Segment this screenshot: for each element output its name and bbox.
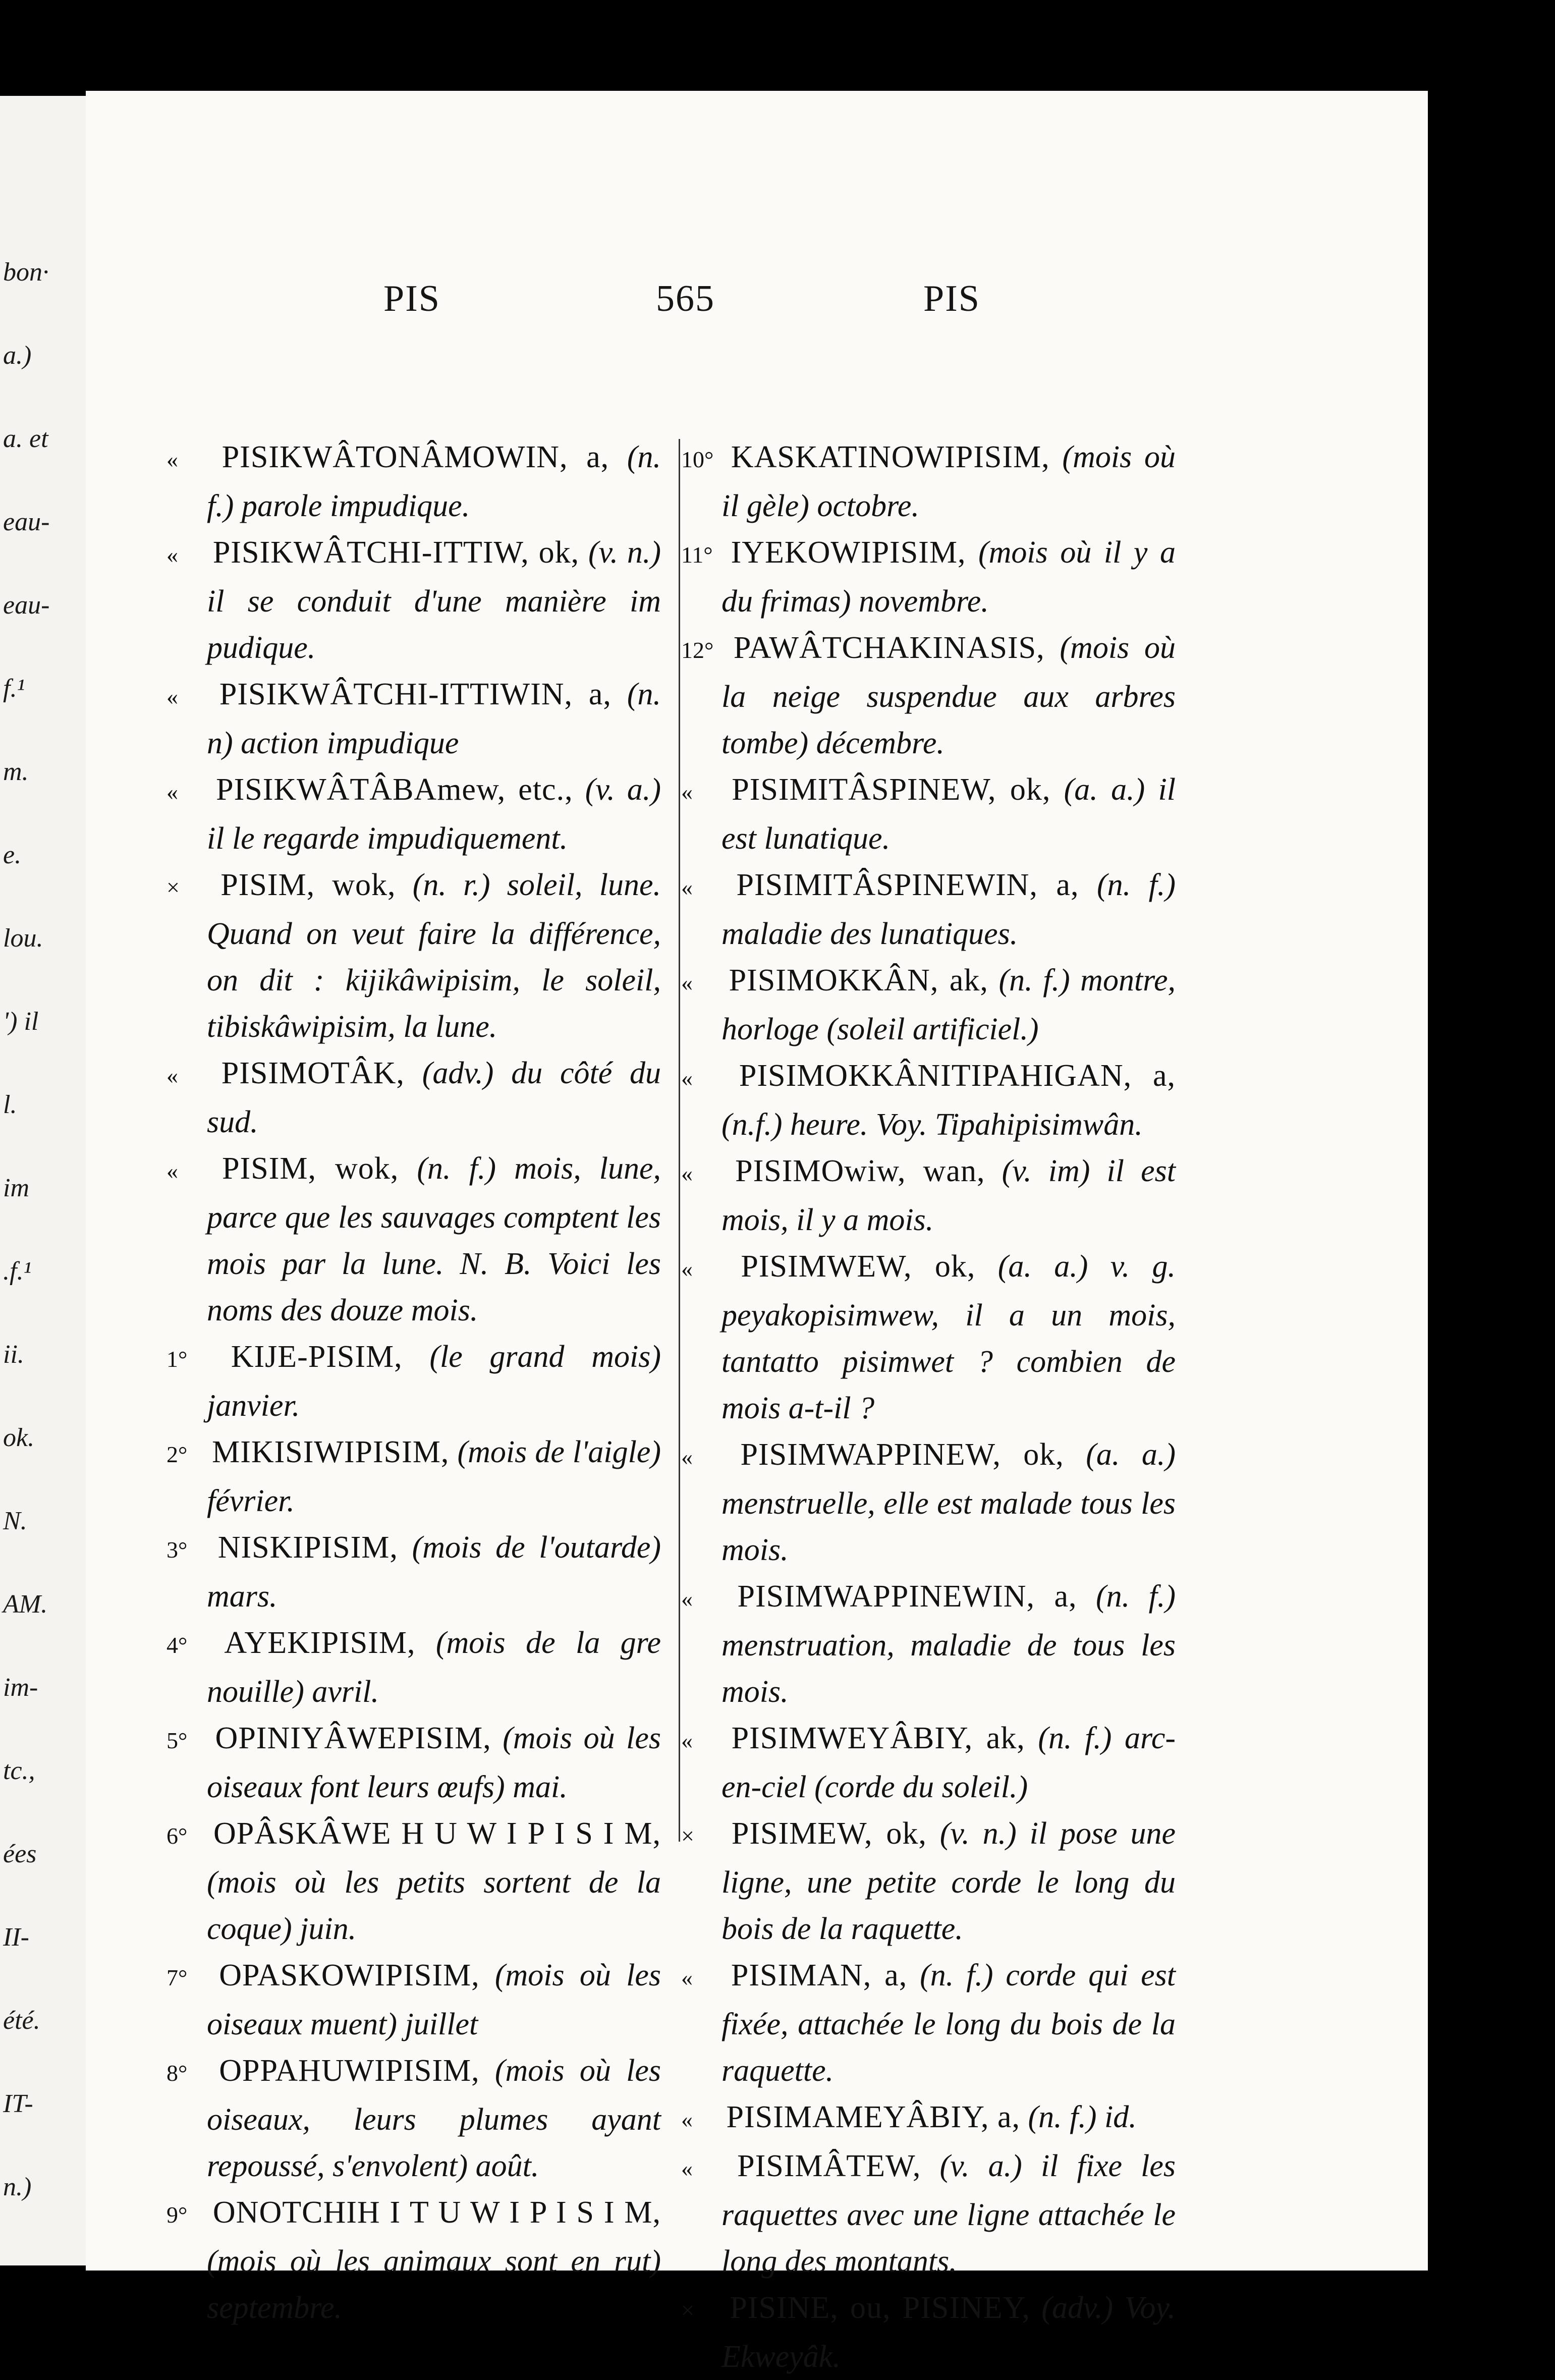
entry-headword: OPÂSKÂWE H U W I P I S I M, (213, 1816, 661, 1851)
margin-fragment: N. (3, 1507, 27, 1535)
entry-definition: montre, horloge (soleil artificiel.) (721, 963, 1176, 1046)
margin-fragment: ées (3, 1840, 37, 1868)
entry-marker: 10° (681, 447, 714, 472)
entry-definition: (mois où les oiseaux, leurs plumes ayant repoussé, s'envolent) août. (207, 2054, 661, 2183)
margin-fragment: lou. (3, 924, 43, 953)
entry-grammar: (n. f.) (920, 1958, 993, 1992)
dictionary-entry (166, 1334, 661, 1429)
entry-headword: PISIMWEYÂBIY, ak, (731, 1721, 1025, 1755)
dictionary-entry (681, 1573, 1176, 1715)
entry-definition: menstruation, maladie de tous les mois. (721, 1628, 1176, 1709)
entry-grammar: (v. im) (1002, 1154, 1090, 1188)
entry-grammar: (n. f.) (417, 1151, 496, 1186)
entry-headword: PISIMITÂSPINEWIN, a, (736, 868, 1079, 902)
dictionary-entry (681, 1810, 1176, 1952)
entry-definition: soleil, lune. Quand on veut faire la différence, on dit : kijikâwipisim, le soleil, tibiskâwipisim, la lune. (207, 868, 661, 1044)
entry-definition: corde qui est fixée, attachée le long du bois de la raquette. (721, 1958, 1176, 2088)
entry-definition: arc-en-ciel (corde du soleil.) (721, 1721, 1176, 1804)
entry-definition: heure. Voy. Tipahipisimwân. (790, 1108, 1143, 1142)
margin-fragment: m. (3, 757, 29, 786)
entry-marker: « (681, 2107, 693, 2132)
entry-definition: il pose une ligne, une petite corde le long du bois de la raquette. (721, 1816, 1176, 1946)
entry-definition: il est mois, il y a mois. (721, 1154, 1176, 1237)
entry-headword: KIJE-PISIM, (231, 1340, 403, 1374)
entry-definition: (mois où les oiseaux font leurs œufs) mai. (207, 1721, 661, 1804)
entry-marker: « (166, 447, 178, 472)
entry-headword: OPINIYÂWEPISIM, (215, 1721, 491, 1755)
entry-grammar: (n. f.) (1095, 1579, 1176, 1614)
entry-marker: « (681, 1728, 693, 1753)
dictionary-entry (166, 1810, 661, 1952)
entry-definition: maladie des lunatiques. (721, 917, 1018, 951)
entry-marker: 6° (166, 1823, 188, 1849)
entry-headword: PISIMITÂSPINEW, ok, (732, 772, 1051, 807)
entry-marker: « (166, 542, 178, 568)
margin-fragment: im (3, 1174, 29, 1202)
dictionary-entry (166, 529, 661, 671)
entry-definition: il le regarde impudiquement. (207, 821, 568, 856)
entry-marker: « (681, 779, 693, 805)
entry-headword: IYEKOWIPISIM, (731, 535, 966, 570)
entry-definition: du côté du sud. (207, 1056, 661, 1139)
margin-fragment: im- (3, 1673, 38, 1702)
entry-marker: 3° (166, 1537, 188, 1563)
entry-grammar: (adv.) (422, 1056, 494, 1090)
entry-definition: parole impudique. (241, 489, 470, 523)
entry-grammar: (adv.) (1041, 2291, 1114, 2325)
entry-grammar: (a. a.) (1064, 772, 1145, 807)
entry-headword: NISKIPISIM, (217, 1530, 398, 1565)
left-column (166, 434, 661, 2331)
entry-marker: « (681, 970, 693, 995)
entry-marker: × (681, 1823, 694, 1849)
dictionary-entry (166, 862, 661, 1050)
entry-marker: « (681, 1586, 693, 1612)
entry-marker: « (166, 1063, 178, 1088)
entry-definition: v. g. peyakopisimwew, il a un mois, tantatto pisimwet ? combien de mois a-t-il ? (721, 1249, 1176, 1425)
dictionary-entry (166, 1524, 661, 1620)
entry-marker: 1° (166, 1346, 188, 1372)
entry-marker: 12° (681, 637, 714, 663)
dictionary-entry (166, 766, 661, 862)
margin-fragment: a. et (3, 424, 48, 453)
running-head-left: PIS (383, 278, 440, 319)
dictionary-entry (166, 434, 661, 529)
entry-definition: (mois où les petits sortent de la coque) juin. (207, 1865, 661, 1946)
entry-definition: menstruelle, elle est malade tous les mois. (721, 1486, 1176, 1567)
margin-fragment: eau- (3, 591, 50, 620)
entry-headword: KASKATINOWIPISIM, (731, 440, 1050, 474)
entry-definition: il se conduit d'une manière im pudique. (207, 584, 661, 665)
entry-grammar: (v. n.) (588, 535, 661, 570)
dictionary-entry (681, 862, 1176, 957)
dictionary-entry (681, 766, 1176, 862)
dictionary-entry (681, 1431, 1176, 1573)
margin-fragment: été. (3, 2006, 40, 2035)
dictionary-entry (681, 434, 1176, 529)
entry-headword: PISIKWÂTCHI-ITTIWIN, a, (219, 677, 612, 711)
entry-definition: (mois de la gre nouille) avril. (207, 1626, 661, 1709)
entry-definition: (mois où il y a du frimas) novembre. (721, 535, 1176, 619)
margin-fragment: bon· (3, 258, 49, 287)
entry-headword: PISIM, wok, (222, 1151, 399, 1186)
entry-headword: PISIMOKKÂN, ak, (729, 963, 988, 998)
dictionary-entry (166, 1429, 661, 1524)
margin-fragment: n.) (3, 2173, 32, 2201)
entry-marker: « (166, 779, 178, 805)
entry-grammar: (a. a.) (997, 1249, 1088, 1284)
dictionary-entry (681, 1715, 1176, 1810)
entry-headword: PISIMOTÂK, (221, 1056, 405, 1090)
dictionary-entry (166, 1145, 661, 1334)
entry-definition: il fixe les raquettes avec une ligne attachée le long des montants. (721, 2149, 1176, 2279)
entry-marker: « (681, 1444, 693, 1470)
entry-headword: PISIMWEW, ok, (741, 1249, 976, 1284)
entry-marker: 7° (166, 1965, 188, 1990)
dictionary-entry (166, 1620, 661, 1715)
margin-fragment: IT- (3, 2089, 33, 2118)
entry-marker: « (681, 874, 693, 900)
running-head-right: PIS (923, 278, 980, 319)
dictionary-entry (166, 2047, 661, 2189)
entry-grammar: (n. f.) (207, 440, 661, 523)
entry-grammar: (a. a.) (1086, 1437, 1176, 1472)
entry-grammar: (n. r.) (412, 868, 490, 902)
entry-headword: PISIKWÂTONÂMOWIN, a, (221, 440, 609, 474)
entry-marker: « (681, 1160, 693, 1186)
page-number: 565 (656, 278, 715, 319)
dictionary-entry (166, 1952, 661, 2047)
entry-marker: × (681, 2297, 694, 2323)
entry-headword: MIKISIWIPISIM, (212, 1435, 450, 1469)
entry-grammar: (n. n) (207, 677, 661, 760)
entry-headword: ONOTCHIH I T U W I P I S I M, (212, 2195, 661, 2230)
entry-marker: « (681, 1965, 693, 1990)
entry-marker: « (166, 684, 178, 709)
entry-grammar: (v. a.) (939, 2149, 1022, 2183)
entry-marker: 2° (166, 1442, 188, 1467)
dictionary-entry (681, 1148, 1176, 1243)
entry-definition: id. (1104, 2100, 1137, 2134)
margin-fragment: ') il (3, 1007, 39, 1036)
entry-headword: PAWÂTCHAKINASIS, (733, 631, 1045, 665)
dictionary-entry (681, 529, 1176, 625)
dictionary-entry (166, 1050, 661, 1145)
entry-grammar: (v. n.) (939, 1816, 1017, 1851)
margin-fragment: tc., (3, 1756, 35, 1785)
dictionary-entry (681, 1053, 1176, 1148)
column-rule (679, 439, 680, 1842)
margin-fragment: a.) (3, 341, 32, 370)
entry-headword: PISIMOwiw, wan, (735, 1154, 985, 1188)
entry-marker: « (681, 1256, 693, 1282)
margin-fragment: AM. (3, 1590, 48, 1619)
entry-definition: il est lunatique. (721, 772, 1176, 856)
dictionary-entry (681, 2094, 1176, 2143)
entry-grammar: (v. a.) (585, 772, 661, 807)
entry-grammar: (n. f.) (1028, 2100, 1097, 2134)
entry-definition: (mois où les animaux sont en rut) septembre. (207, 2244, 661, 2325)
entry-definition: (mois de l'aigle) février. (207, 1435, 661, 1518)
entry-marker: 5° (166, 1728, 188, 1753)
margin-fragment: II- (3, 1923, 29, 1952)
entry-headword: PISIMÂTEW, (737, 2149, 921, 2183)
margin-fragment: ii. (3, 1340, 24, 1369)
entry-headword: PISIMEW, ok, (731, 1816, 927, 1851)
right-column (681, 434, 1176, 2380)
entry-headword: PISINE, ou, PISINEY, (730, 2291, 1031, 2325)
entry-marker: 9° (166, 2202, 188, 2228)
margin-fragment: f.¹ (3, 674, 25, 703)
dictionary-entry (681, 1952, 1176, 2094)
dictionary-page (86, 91, 1428, 2374)
entry-grammar: (n. f.) (1096, 868, 1176, 902)
dictionary-entry (681, 957, 1176, 1053)
entry-definition: action impudique (241, 726, 459, 760)
entry-headword: PISIM, wok, (220, 868, 396, 902)
entry-marker: 4° (166, 1632, 188, 1658)
dictionary-entry (166, 671, 661, 766)
entry-marker: « (166, 1158, 178, 1184)
previous-page-margin (0, 96, 88, 2265)
entry-definition: Voy. Ekweyâk. (721, 2291, 1176, 2374)
entry-definition: (mois où les oiseaux muent) juillet (207, 1958, 661, 2041)
entry-definition: (mois où la neige suspendue aux arbres tombe) décembre. (721, 631, 1176, 760)
entry-definition: (le grand mois) janvier. (207, 1340, 661, 1423)
entry-grammar: (n.f.) (721, 1108, 783, 1142)
dictionary-entry (681, 2143, 1176, 2285)
entry-headword: PISIMAN, a, (731, 1958, 908, 1992)
entry-headword: PISIMWAPPINEWIN, a, (737, 1579, 1077, 1614)
entry-marker: « (681, 2155, 693, 2181)
margin-fragment: ok. (3, 1423, 35, 1452)
entry-headword: PISIKWÂTCHI-ITTIW, ok, (212, 535, 580, 570)
entry-headword: PISIMWAPPINEW, ok, (740, 1437, 1064, 1472)
dictionary-entry (681, 1243, 1176, 1431)
entry-definition: mois, lune, parce que les sauvages comptent les mois par la lune. N. B. Voici les noms des douze mois. (207, 1151, 661, 1327)
entry-headword: PISIMAMEYÂBIY, a, (726, 2100, 1021, 2134)
entry-headword: PISIKWÂTÂBAmew, etc., (216, 772, 573, 807)
entry-headword: PISIMOKKÂNITIPAHIGAN, a, (739, 1059, 1176, 1093)
margin-fragment: e. (3, 841, 22, 869)
margin-fragment: l. (3, 1090, 17, 1119)
margin-fragment: .f.¹ (3, 1257, 32, 1286)
entry-marker: 8° (166, 2060, 188, 2086)
entry-marker: 11° (681, 542, 713, 568)
entry-grammar: (n. f.) (998, 963, 1070, 998)
entry-headword: AYEKIPISIM, (224, 1626, 416, 1660)
entry-marker: × (166, 874, 180, 900)
entry-definition: (mois où il gèle) octobre. (721, 440, 1176, 523)
entry-headword: OPASKOWIPISIM, (219, 1958, 480, 1992)
dictionary-entry (681, 625, 1176, 766)
entry-grammar: (n. f.) (1038, 1721, 1112, 1755)
margin-fragment: eau- (3, 508, 50, 536)
dictionary-entry (166, 2189, 661, 2331)
entry-headword: OPPAHUWIPISIM, (219, 2054, 480, 2088)
dictionary-entry (166, 1715, 661, 1810)
entry-marker: « (681, 1065, 693, 1091)
dictionary-entry (681, 2285, 1176, 2380)
entry-definition: (mois de l'outarde) mars. (207, 1530, 661, 1614)
